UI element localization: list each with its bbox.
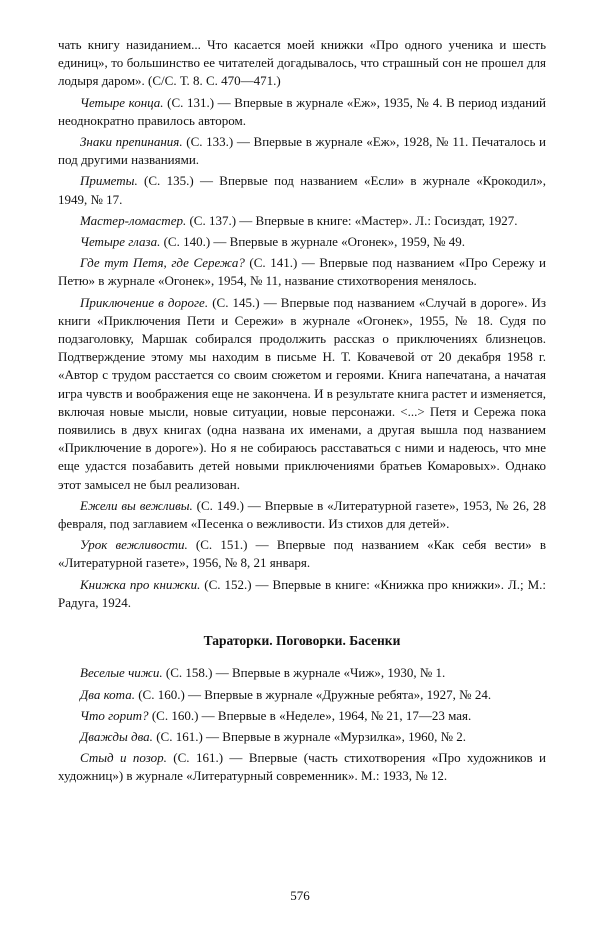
page-number: 576 — [290, 888, 310, 903]
note-title: Мастер-ломастер. — [80, 212, 187, 228]
note-paragraph: Два кота. (С. 160.) — Впервые в журнале «Дружные ребята», 1927, № 24. — [80, 686, 492, 702]
note-paragraph: Приключение в дороге. (С. 145.) — Впервые под названием «Случай в дороге». Из книги «Приключения Пети и Сережи» в журнале «Огонек», 1955, № 18. Судя по подзаголовку, Маршак собирался продолжить рассказ о приключениях близнецов. Подтверждение этому мы находим в письме Н. Т. Ковачевой от 20 декабря 1958 г. «Автор с трудом расстается со своим сюжетом и героями. Книга напечатана, а начатая игра чувств и воображения еще не закончена. И в результате книга растет и изменяется, включая новые мысли, новые ситуации, новые персонажи. <...> Петя и Сережа пока появились в двух книгах (одна названа их именами, а другая вышла под названием «Приключение в дороге»). Но я не собираюсь расставаться с ними и надеюсь, что мне еще удастся позабавить детей новыми приключениями братьев Комаровых». Однако этот замысел не был реализован. — [58, 294, 546, 492]
note-title: Два кота. — [80, 686, 135, 702]
note-paragraph: Дважды два. (С. 161.) — Впервые в журнале «Мурзилка», 1960, № 2. — [80, 728, 467, 744]
note-title: Что горит? — [80, 707, 149, 723]
note-paragraph: Приметы. (С. 135.) — Впервые под названием «Если» в журнале «Крокодил», 1949, № 17. — [58, 173, 546, 207]
page-content — [58, 36, 546, 789]
note-title: Ежели вы вежливы. — [80, 497, 193, 513]
notes-block-bottom — [58, 664, 546, 785]
note-title: Стыд и позор. — [80, 750, 167, 766]
note-paragraph: Веселые чижи. (С. 158.) — Впервые в журнале «Чиж», 1930, № 1. — [80, 665, 446, 681]
note-title: Знаки препинания. — [80, 134, 183, 150]
note-paragraph: Где тут Петя, где Сережа? (С. 141.) — Впервые под названием «Про Сережу и Петю» в журнале «Огонек», 1954, № 11, название стихотворения менялось. — [58, 255, 546, 289]
note-title: Приметы. — [80, 173, 138, 189]
note-title: Книжка про книжки. — [80, 576, 201, 592]
notes-block-top — [58, 36, 546, 612]
note-paragraph: Что горит? (С. 160.) — Впервые в «Неделе», 1964, № 21, 17—23 мая. — [80, 707, 472, 723]
note-title: Урок вежливости. — [80, 537, 188, 553]
note-paragraph: Четыре глаза. (С. 140.) — Впервые в журнале «Огонек», 1959, № 49. — [80, 234, 466, 250]
note-title: Дважды два. — [80, 728, 153, 744]
note-title: Веселые чижи. — [80, 665, 163, 681]
note-paragraph: Мастер-ломастер. (С. 137.) — Впервые в книге: «Мастер». Л.: Госиздат, 1927. — [80, 212, 518, 228]
note-paragraph: чать книгу назиданием... Что касается моей книжки «Про одного ученика и шесть единиц», то большинство ее читателей догадывалось, что страшный сон не прошел для лодыря даром». (С/С. Т. 8. С. 470—471.) — [58, 37, 546, 89]
note-paragraph: Ежели вы вежливы. (С. 149.) — Впервые в «Литературной газете», 1953, № 26, 28 февраля, под заглавием «Песенка о вежливости. Из стихов для детей». — [58, 497, 547, 532]
note-title: Где тут Петя, где Сережа? — [80, 255, 245, 271]
note-paragraph: Знаки препинания. (С. 133.) — Впервые в журнале «Еж», 1928, № 11. Печаталось и под другими названиями. — [58, 134, 546, 168]
section-title: Тараторки. Поговорки. Басенки — [203, 633, 401, 649]
note-title: Четыре конца. — [80, 94, 164, 110]
note-paragraph: Книжка про книжки. (С. 152.) — Впервые в книге: «Книжка про книжки». Л.; М.: Радуга, 1924. — [58, 576, 546, 610]
note-paragraph: Стыд и позор. (С. 161.) — Впервые (часть стихотворения «Про художников и художниц») в журнале «Литературный современник». М.: 1933, № 12. — [58, 750, 546, 784]
note-title: Приключение в дороге. — [80, 294, 209, 310]
note-title: Четыре глаза. — [80, 234, 161, 250]
note-paragraph: Урок вежливости. (С. 151.) — Впервые под названием «Как себя вести» в «Литературной газете», 1956, № 8, 21 января. — [58, 537, 546, 571]
note-paragraph: Четыре конца. (С. 131.) — Впервые в журнале «Еж», 1935, № 4. В период изданий неоднократно правилось автором. — [58, 94, 546, 128]
